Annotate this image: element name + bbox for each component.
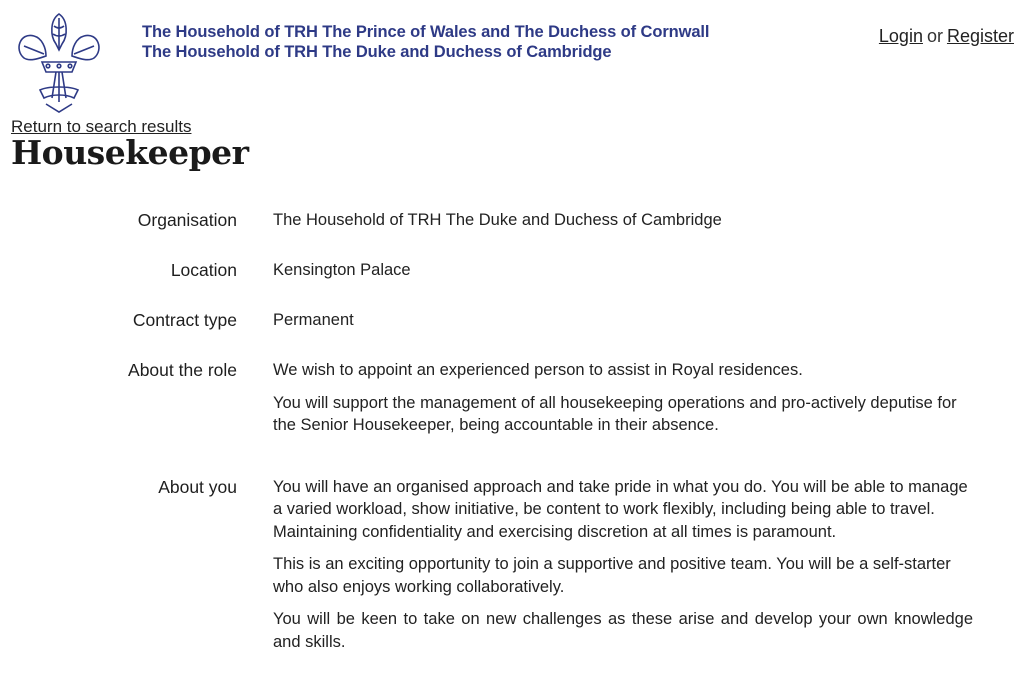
- detail-row-about-role: [0, 348, 1024, 447]
- paragraph: We wish to appoint an experienced person to assist in Royal residences.: [273, 361, 803, 379]
- paragraph: This is an exciting opportunity to join a supportive and positive team. You will be a self-starter who also enjoys working collaboratively.: [273, 555, 951, 596]
- detail-row-organisation: [0, 198, 1024, 248]
- site-header: [0, 0, 1024, 118]
- detail-label: About you: [158, 476, 237, 497]
- detail-label: About the role: [128, 360, 237, 380]
- auth-links: [879, 26, 1014, 47]
- paragraph: You will have an organised approach and take pride in what you do. You will be able to manage a varied workload, show initiative, be content to work flexibly, including being able to travel. Maintaining confidentiality and exercising discretion at all times is paramount.: [273, 477, 968, 541]
- auth-separator: or: [926, 26, 943, 46]
- household-link-prince-of-wales[interactable]: The Household of TRH The Prince of Wales and The Duchess of Cornwall: [142, 23, 710, 41]
- detail-label: Location: [170, 260, 237, 280]
- register-link[interactable]: Register: [946, 26, 1014, 46]
- household-links: [142, 22, 709, 62]
- detail-row-location: [0, 248, 1024, 298]
- detail-value: [273, 465, 973, 664]
- login-link[interactable]: Login: [878, 26, 923, 46]
- paragraph: You will support the management of all housekeeping operations and pro-actively deputise for the Senior Housekeeper, being accountable in their absence.: [273, 393, 957, 434]
- detail-value: Kensington Palace: [273, 261, 411, 279]
- paragraph: You will be keen to take on new challenges as these arise and develop your own knowledge and skills.: [273, 610, 973, 651]
- detail-row-contract-type: [0, 298, 1024, 348]
- household-link-cambridge[interactable]: The Household of TRH The Duke and Duchess of Cambridge: [142, 43, 612, 61]
- detail-label: Contract type: [132, 310, 237, 330]
- prince-of-wales-feathers-icon[interactable]: [12, 6, 106, 116]
- detail-row-about-you: [0, 465, 1024, 664]
- return-to-search-link[interactable]: Return to search results: [11, 117, 192, 136]
- job-details: [0, 198, 1024, 663]
- detail-label: Organisation: [137, 210, 237, 230]
- detail-value: Permanent: [273, 311, 354, 329]
- page-title: Housekeeper: [11, 133, 249, 172]
- detail-value: [273, 348, 973, 447]
- detail-value: The Household of TRH The Duke and Duchess of Cambridge: [273, 211, 722, 229]
